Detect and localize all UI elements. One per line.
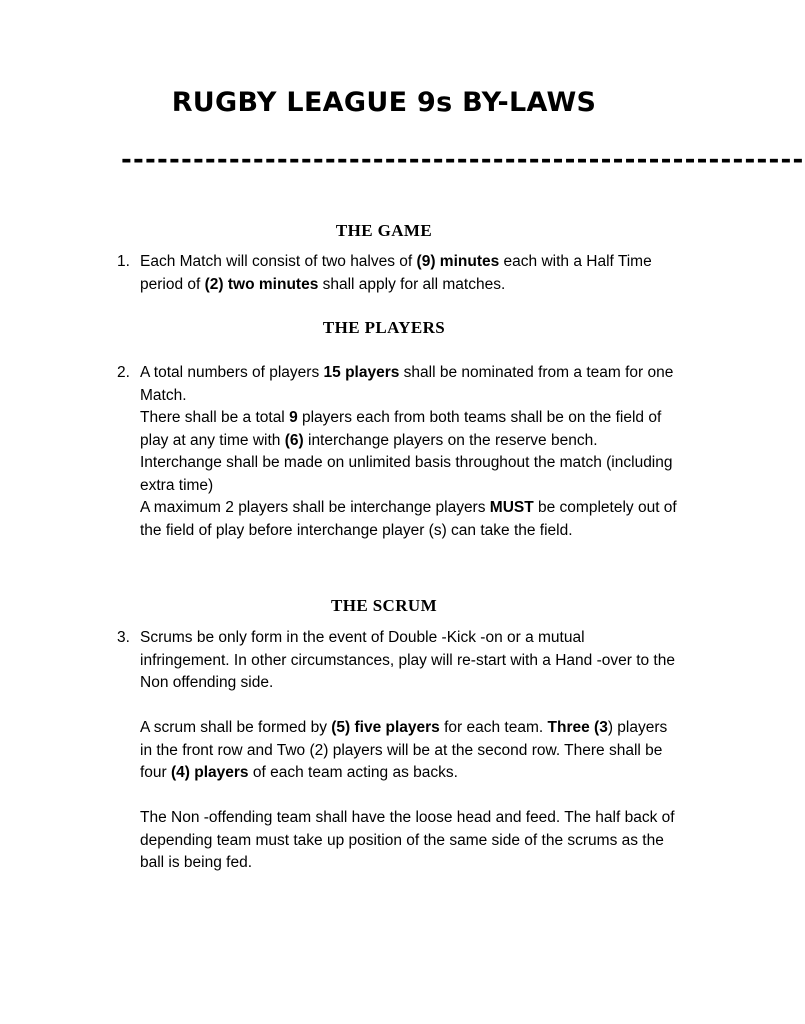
text-run: The Non -offending team shall have the loose head and feed. The half back of depending team must take up position of the same side of the scrums as the ball is being fed.	[140, 809, 675, 871]
bold-run: 15 players	[323, 364, 400, 381]
text-run: interchange players on the reserve bench.	[303, 431, 598, 449]
text-run: shall be nominated from a team for one Match.	[140, 364, 674, 404]
item-body	[140, 627, 677, 875]
bold-run: Three (3	[547, 719, 608, 736]
bold-run: (9) minutes	[416, 253, 500, 270]
item-number: 2.	[117, 364, 130, 381]
paragraph	[140, 717, 677, 785]
item-body	[140, 362, 677, 542]
text-run: Each Match will consist of two halves of	[140, 253, 417, 270]
text-run: players each from both teams shall be on the field of play at any time with	[140, 409, 662, 449]
text-run: A maximum 2 players shall be interchange players	[140, 499, 490, 516]
item-number: 1.	[117, 253, 130, 270]
bold-run: (6)	[284, 431, 304, 449]
paragraph	[140, 497, 677, 542]
text-run: for each team.	[439, 719, 548, 736]
bold-run: (4) players	[171, 764, 249, 781]
bold-run: (2) two minutes	[204, 275, 319, 293]
rule-item-3	[117, 627, 677, 875]
paragraph	[140, 807, 677, 875]
paragraph	[140, 251, 677, 296]
item-number: 3.	[117, 629, 130, 646]
text-run: A scrum shall be formed by	[140, 719, 332, 736]
text-run: A total numbers of players	[140, 364, 324, 381]
section-heading-the-game: THE GAME	[335, 221, 433, 240]
paragraph	[140, 407, 677, 452]
text-run: There shall be a total	[140, 409, 290, 426]
paragraph	[140, 452, 677, 497]
rule-item-1	[117, 251, 677, 296]
document-title: RUGBY LEAGUE 9s BY-LAWS	[171, 87, 597, 118]
paragraph	[140, 362, 677, 407]
bold-run: 9	[289, 409, 298, 426]
bold-run: MUST	[489, 499, 534, 516]
section-heading-the-scrum: THE SCRUM	[330, 596, 438, 615]
paragraph	[140, 627, 677, 695]
title-underline-rule: ---------------------------------------------------------	[121, 145, 805, 175]
section-heading-the-players: THE PLAYERS	[322, 318, 446, 337]
text-run: ) players in the front row and Two (2) players will be at the second row. There shall be four	[140, 719, 668, 781]
text-run: of each team acting as backs.	[248, 764, 458, 781]
text-run: be completely out of the field of play before interchange player (s) can take the field.	[140, 499, 677, 539]
rule-item-2	[117, 362, 677, 542]
text-run: Interchange shall be made on unlimited basis throughout the match (including extra time)	[140, 454, 673, 494]
bold-run: (5) five players	[331, 719, 440, 736]
text-run: shall apply for all matches.	[318, 275, 506, 293]
text-run: Scrums be only form in the event of Double -Kick -on or a mutual infringement. In other circumstances, play will re-start with a Hand -over to the Non offending side.	[140, 629, 675, 691]
item-body	[140, 251, 677, 296]
text-run: each with a Half Time period of	[140, 253, 652, 293]
